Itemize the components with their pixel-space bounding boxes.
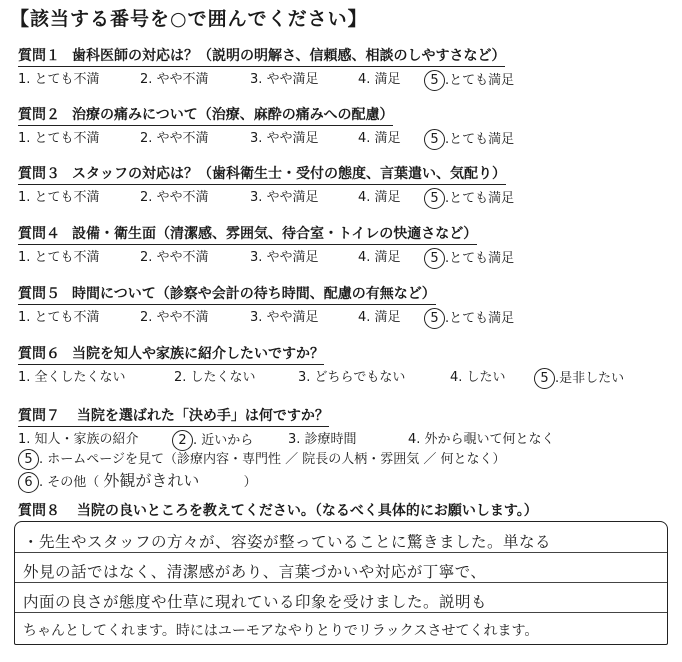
question-text: 当院の良いところを教えてください。（なるべく具体的にお願いします。） — [76, 503, 538, 519]
option-2[interactable]: 2. やや不満 — [140, 72, 209, 87]
option-5-selected[interactable] — [428, 188, 514, 209]
question-title — [18, 345, 324, 365]
option-5-selected[interactable] — [538, 368, 624, 389]
question-number: 質問３ — [18, 166, 60, 182]
selection-circle: 5 — [424, 70, 445, 91]
question-text: スタッフの対応は？（歯科衛生士・受付の態度、言葉遣い、気配り） — [72, 166, 506, 182]
option-1[interactable]: 1. とても不満 — [18, 190, 100, 205]
question-number: 質問７ — [18, 408, 60, 424]
selection-circle: 5 — [424, 188, 445, 209]
question-number: 質問４ — [18, 226, 60, 242]
question-text: 当院を知人や家族に紹介したいですか？ — [72, 346, 324, 362]
selection-circle: 6 — [18, 472, 39, 493]
option-label: とても満足 — [449, 73, 515, 88]
option-5-selected[interactable] — [428, 248, 514, 269]
question-number: 質問１ — [18, 48, 60, 64]
option-row — [18, 188, 668, 208]
handwritten-line-1: ・先生やスタッフの方々が、容姿が整っていることに驚きました。単なる — [23, 533, 552, 551]
ruled-line — [15, 612, 667, 613]
option-2[interactable]: 2. やや不満 — [140, 190, 209, 205]
option-row — [18, 70, 668, 90]
option-label: とても満足 — [449, 251, 515, 266]
option-3[interactable]: 3. どちらでもない — [298, 370, 406, 385]
selection-circle: 5 — [424, 248, 445, 269]
option-label: とても満足 — [449, 191, 515, 206]
option-4[interactable]: 4. 満足 — [358, 310, 401, 325]
selection-circle: 5 — [424, 129, 445, 150]
option-1[interactable]: 1. 知人・家族の紹介 — [18, 432, 139, 447]
option-5-selected[interactable] — [428, 129, 514, 150]
option-2[interactable]: 2. やや不満 — [140, 310, 209, 325]
option-6-selected[interactable]: 6 . その他（ 外観がきれい ） — [18, 471, 257, 493]
option-4[interactable]: 4. 満足 — [358, 72, 401, 87]
question-title — [18, 502, 538, 521]
option-1[interactable]: 1. とても不満 — [18, 72, 100, 87]
selection-circle: 2 — [172, 430, 193, 451]
option-4[interactable]: 4. 満足 — [358, 190, 401, 205]
option-separator: . — [445, 191, 450, 206]
option-3[interactable]: 3. やや満足 — [250, 72, 319, 87]
option-1[interactable]: 1. とても不満 — [18, 250, 100, 265]
option-row-1 — [18, 430, 668, 450]
option-2[interactable]: 2. やや不満 — [140, 131, 209, 146]
option-row-2 — [18, 449, 668, 469]
question-5 — [18, 283, 668, 328]
question-number: 質問２ — [18, 107, 60, 123]
question-1 — [18, 45, 668, 90]
option-label: その他（ — [47, 475, 100, 490]
selection-circle: 5 — [534, 368, 555, 389]
option-separator: . — [445, 132, 450, 147]
question-4 — [18, 223, 668, 268]
option-row-3 — [18, 471, 668, 491]
question-8 — [18, 500, 668, 521]
option-2[interactable]: 2. したくない — [174, 370, 256, 385]
question-text: 時間について（診察や会計の待ち時間、配慮の有無など） — [72, 286, 436, 302]
option-4[interactable]: 4. 満足 — [358, 250, 401, 265]
option-4[interactable]: 4. 満足 — [358, 131, 401, 146]
option-1[interactable]: 1. とても不満 — [18, 310, 100, 325]
question-2 — [18, 104, 668, 149]
question-title — [18, 407, 329, 427]
handwritten-answer: 外観がきれい — [103, 471, 200, 490]
option-3[interactable]: 3. 診療時間 — [288, 432, 357, 447]
option-2[interactable]: 2. やや不満 — [140, 250, 209, 265]
ruled-line — [15, 552, 667, 553]
option-3[interactable]: 3. やや満足 — [250, 250, 319, 265]
option-separator: . — [555, 371, 560, 386]
option-row — [18, 248, 668, 268]
option-5-selected[interactable] — [428, 70, 514, 91]
question-6 — [18, 343, 668, 388]
question-text: 歯科医師の対応は？（説明の明解さ、信頼感、相談のしやすさなど） — [72, 48, 506, 64]
instruction-header: 【該当する番号を○で囲んでください】 — [10, 8, 368, 30]
option-3[interactable]: 3. やや満足 — [250, 310, 319, 325]
selection-circle: 5 — [424, 308, 445, 329]
question-3 — [18, 163, 668, 208]
option-label: 近いから — [201, 433, 254, 448]
question-text: 設備・衛生面（清潔感、雰囲気、待合室・トイレの快適さなど） — [72, 226, 478, 242]
option-row — [18, 129, 668, 149]
option-2-selected[interactable]: 2 . 近いから — [176, 430, 253, 451]
option-row — [18, 368, 668, 388]
question-title — [18, 47, 505, 67]
handwritten-line-4: ちゃんとしてくれます。時にはユーモアなやりとりでリラックスさせてくれます。 — [23, 623, 539, 639]
option-3[interactable]: 3. やや満足 — [250, 131, 319, 146]
close-paren: ） — [243, 475, 257, 490]
option-label: 是非したい — [559, 371, 625, 386]
option-4[interactable]: 4. したい — [450, 370, 506, 385]
question-number: 質問６ — [18, 346, 60, 362]
option-separator: . — [445, 73, 450, 88]
option-1[interactable]: 1. 全くしたくない — [18, 370, 126, 385]
option-label: ホームページを見て（診療内容・専門性 ／ 院長の人柄・雰囲気 ／ 何となく） — [47, 452, 506, 467]
question-text: 当院を選ばれた「決め手」は何ですか？ — [76, 408, 329, 424]
ruled-line — [15, 582, 667, 583]
question-7 — [18, 405, 668, 491]
option-3[interactable]: 3. やや満足 — [250, 190, 319, 205]
free-answer-box[interactable] — [14, 521, 668, 645]
selection-circle: 5 — [18, 449, 39, 470]
option-5-selected[interactable] — [428, 308, 514, 329]
question-title — [18, 106, 393, 126]
handwritten-line-2: 外見の話ではなく、清潔感があり、言葉づかいや対応が丁寧で、 — [23, 563, 487, 581]
option-separator: . — [445, 311, 450, 326]
question-title — [18, 225, 477, 245]
option-label: とても満足 — [449, 132, 515, 147]
option-5-selected[interactable]: 5 . ホームページを見て（診療内容・専門性 ／ 院長の人柄・雰囲気 ／ 何となく） — [18, 449, 506, 470]
handwritten-line-3: 内面の良さが態度や仕草に現れている印象を受けました。説明も — [23, 593, 488, 611]
question-title — [18, 165, 506, 185]
option-1[interactable]: 1. とても不満 — [18, 131, 100, 146]
question-title — [18, 285, 436, 305]
question-text: 治療の痛みについて（治療、麻酔の痛みへの配慮） — [72, 107, 394, 123]
option-row — [18, 308, 668, 328]
option-separator: . — [445, 251, 450, 266]
question-number: 質問８ — [18, 503, 60, 519]
question-number: 質問５ — [18, 286, 60, 302]
option-4[interactable]: 4. 外から覗いて何となく — [408, 432, 555, 447]
option-label: とても満足 — [449, 311, 515, 326]
